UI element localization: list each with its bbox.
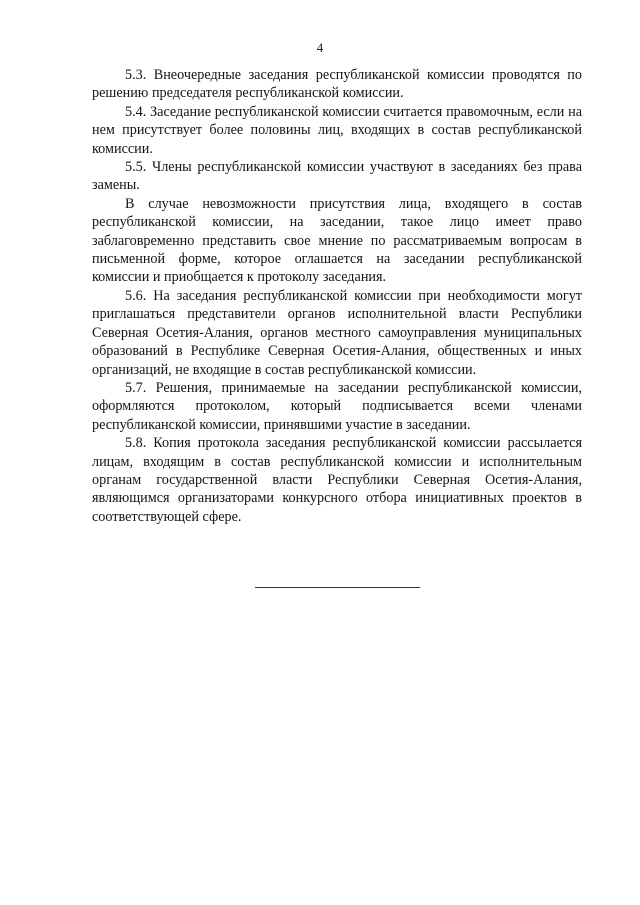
paragraph-5-6: 5.6. На заседания республиканской комиссии при необходимости могут приглашаться представители органов исполнительной власти Республики Северная Осетия-Алания, органов местного самоуправления муниципальных образований в Республике Северная Осетия-Алания, общественных и иных организаций, не входящие в состав республиканской комиссии.: [92, 287, 582, 378]
end-divider-line: [255, 587, 420, 588]
paragraph-5-8: 5.8. Копия протокола заседания республиканской комиссии рассылается лицам, входящим в состав республиканской комиссии и исполнительным органам государственной власти Республики Северная Осетия-Алания, являющимся организаторами конкурсного отбора инициативных проектов в соответствующей сфере.: [92, 435, 582, 525]
paragraph-5-7: 5.7. Решения, принимаемые на заседании республиканской комиссии, оформляются протоколом, который подписывается всеми членами республиканской комиссии, принявшими участие в заседании.: [92, 379, 582, 433]
paragraph-5-4: 5.4. Заседание республиканской комиссии считается правомочным, если на нем присутствует более половины лиц, входящих в состав республиканской комиссии.: [92, 103, 582, 157]
paragraph-5-3: 5.3. Внеочередные заседания республиканской комиссии проводятся по решению председателя республиканской комиссии.: [92, 67, 582, 102]
paragraph-5-5: 5.5. Члены республиканской комиссии участвуют в заседаниях без права замены.: [92, 159, 582, 194]
paragraph-5-5-continued: В случае невозможности присутствия лица, входящего в состав республиканской комиссии, на заседании, такое лицо имеет право заблаговременно представить свое мнение по рассматриваемым вопросам в письменной форме, которое оглашается на заседании республиканской комиссии и приобщается к протоколу заседания.: [92, 195, 582, 286]
page-number: 4: [316, 40, 324, 55]
document-body: [92, 66, 582, 526]
